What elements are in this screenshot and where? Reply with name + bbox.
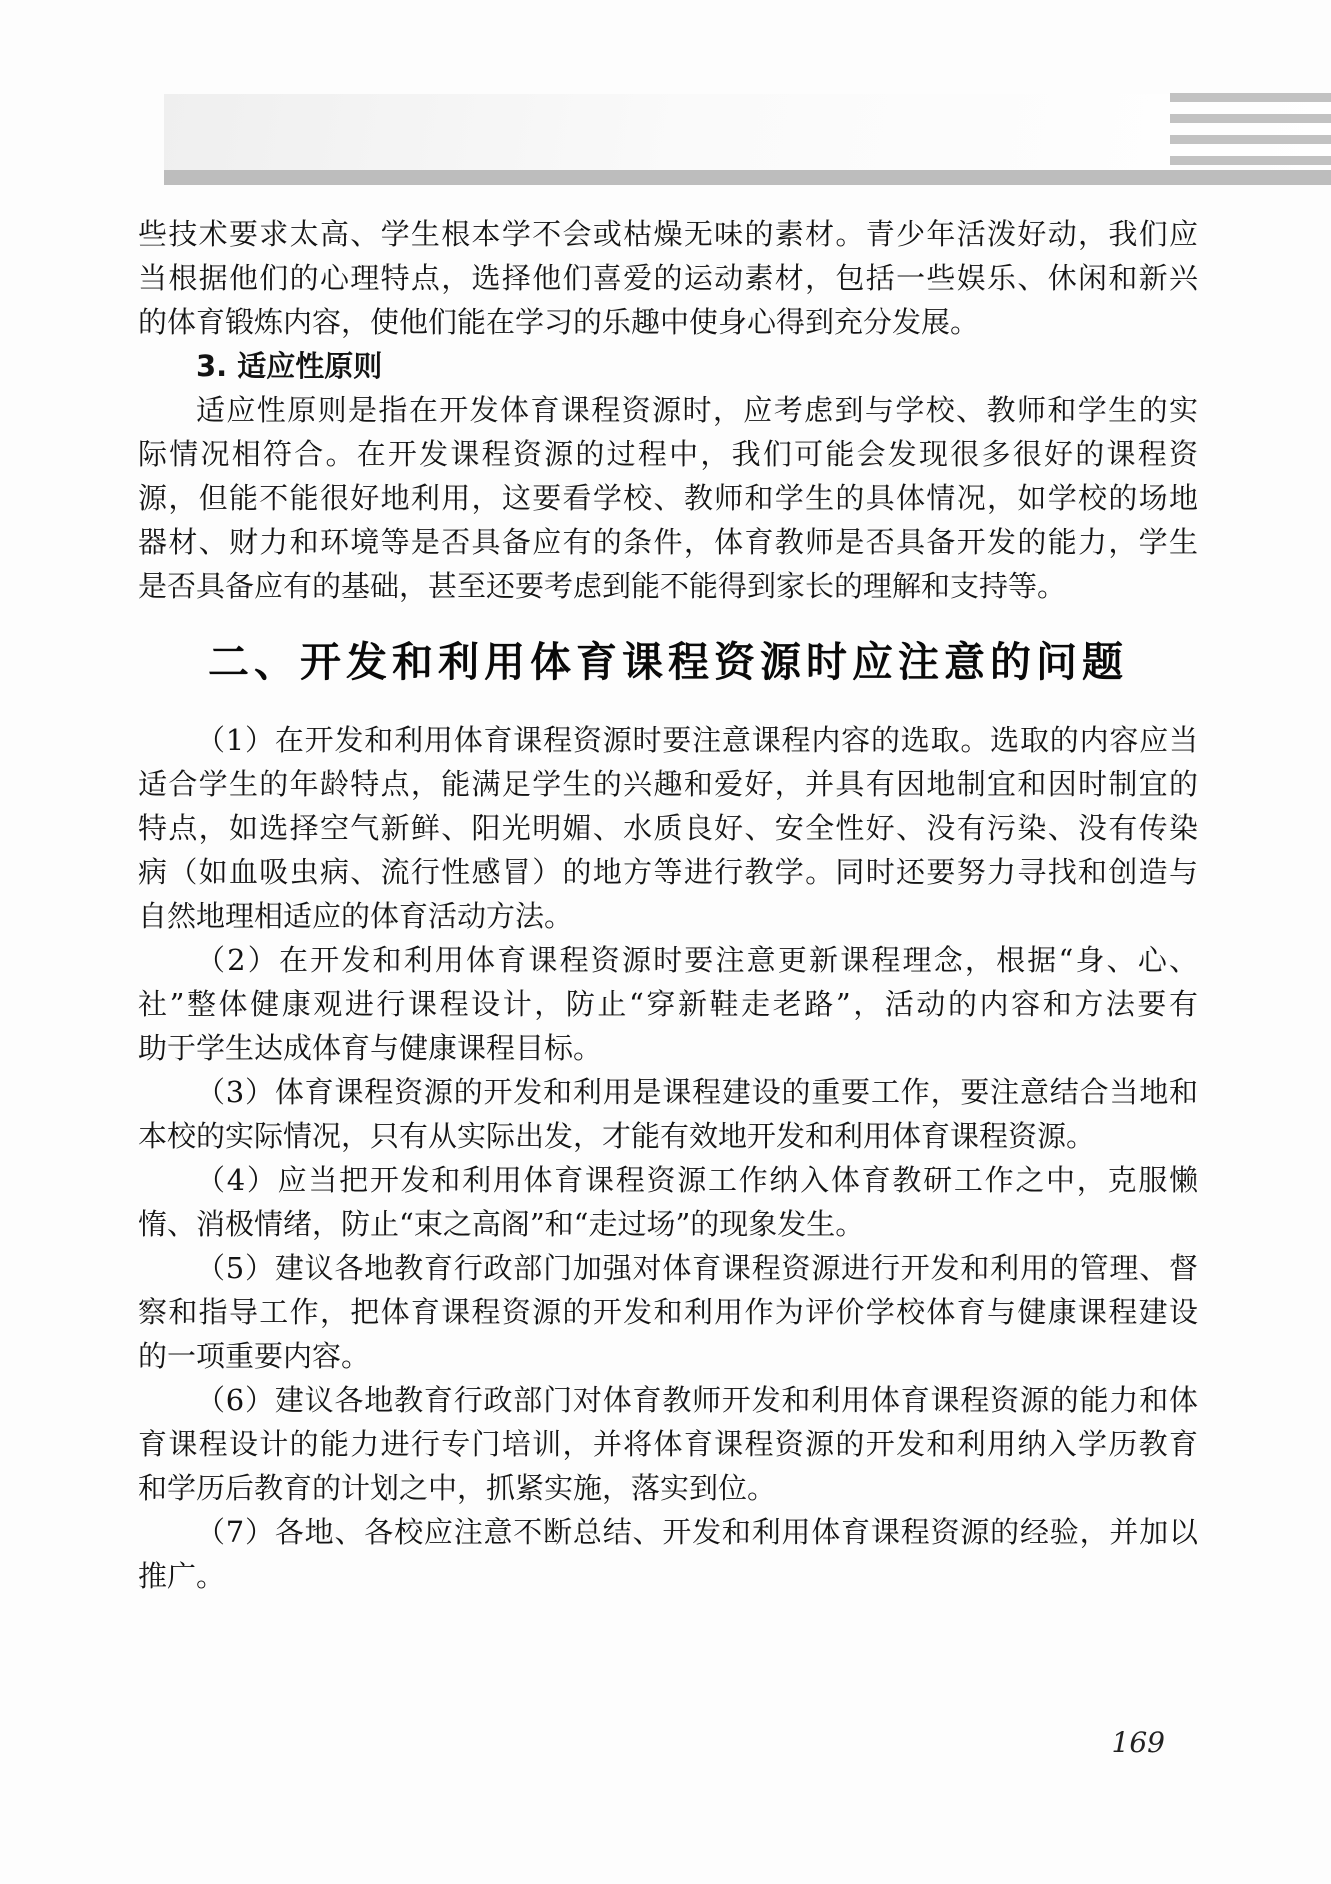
- body-line: 惰、消极情绪，防止“束之高阁”和“走过场”的现象发生。: [138, 1207, 865, 1241]
- body-line: （4）应当把开发和利用体育课程资源工作纳入体育教研工作之中，克服懒: [196, 1163, 1198, 1197]
- page-number: 169: [1111, 1726, 1165, 1759]
- body-line: 当根据他们的心理特点，选择他们喜爱的运动素材，包括一些娱乐、休闲和新兴: [138, 261, 1198, 295]
- body-line: 些技术要求太高、学生根本学不会或枯燥无味的素材。青少年活泼好动，我们应: [138, 217, 1198, 251]
- header-rule-band: [164, 170, 1331, 185]
- stripe-bar: [1170, 156, 1331, 165]
- page-body: [138, 212, 1198, 1598]
- body-line: （1）在开发和利用体育课程资源时要注意课程内容的选取。选取的内容应当: [196, 723, 1198, 757]
- body-line: 适合学生的年龄特点，能满足学生的兴趣和爱好，并具有因地制宜和因时制宜的: [138, 767, 1198, 801]
- header-stripes-logo: [1170, 93, 1331, 177]
- body-line: （3）体育课程资源的开发和利用是课程建设的重要工作，要注意结合当地和: [196, 1075, 1198, 1109]
- body-line: （2）在开发和利用体育课程资源时要注意更新课程理念，根据“身、心、: [196, 943, 1198, 977]
- body-line: 际情况相符合。在开发课程资源的过程中，我们可能会发现很多很好的课程资: [138, 437, 1198, 471]
- body-line: 适应性原则是指在开发体育课程资源时，应考虑到与学校、教师和学生的实: [196, 393, 1198, 427]
- body-line: 器材、财力和环境等是否具备应有的条件，体育教师是否具备开发的能力，学生: [138, 525, 1198, 559]
- subheading-adaptability-principle: 3. 适应性原则: [196, 349, 383, 383]
- stripe-bar: [1170, 135, 1331, 144]
- body-line: 育课程设计的能力进行专门培训，并将体育课程资源的开发和利用纳入学历教育: [138, 1427, 1198, 1461]
- body-line: 自然地理相适应的体育活动方法。: [138, 899, 574, 933]
- body-line: 是否具备应有的基础，甚至还要考虑到能不能得到家长的理解和支持等。: [138, 569, 1067, 603]
- stripe-bar: [1170, 93, 1331, 102]
- header-gradient-band: [164, 94, 1331, 170]
- body-line: （6）建议各地教育行政部门对体育教师开发和利用体育课程资源的能力和体: [196, 1383, 1198, 1417]
- body-line: 助于学生达成体育与健康课程目标。: [138, 1031, 603, 1065]
- body-line: 的一项重要内容。: [138, 1339, 371, 1373]
- body-line: 和学历后教育的计划之中，抓紧实施，落实到位。: [138, 1471, 777, 1505]
- body-line: 社”整体健康观进行课程设计，防止“穿新鞋走老路”，活动的内容和方法要有: [138, 987, 1198, 1021]
- body-line: 特点，如选择空气新鲜、阳光明媚、水质良好、安全性好、没有污染、没有传染: [138, 811, 1198, 845]
- body-line: （5）建议各地教育行政部门加强对体育课程资源进行开发和利用的管理、督: [196, 1251, 1198, 1285]
- body-line: 的体育锻炼内容，使他们能在学习的乐趣中使身心得到充分发展。: [138, 305, 980, 339]
- body-line: 源，但能不能很好地利用，这要看学校、教师和学生的具体情况，如学校的场地: [138, 481, 1198, 515]
- body-line: 本校的实际情况，只有从实际出发，才能有效地开发和利用体育课程资源。: [138, 1119, 1096, 1153]
- body-line: （7）各地、各校应注意不断总结、开发和利用体育课程资源的经验，并加以: [196, 1515, 1198, 1549]
- section-heading-problems-to-note: 二、开发和利用体育课程资源时应注意的问题: [208, 638, 1128, 686]
- body-line: 病（如血吸虫病、流行性感冒）的地方等进行教学。同时还要努力寻找和创造与: [138, 855, 1198, 889]
- body-line: 察和指导工作，把体育课程资源的开发和利用作为评价学校体育与健康课程建设: [138, 1295, 1198, 1329]
- stripe-bar: [1170, 114, 1331, 123]
- body-line: 推广。: [138, 1559, 226, 1593]
